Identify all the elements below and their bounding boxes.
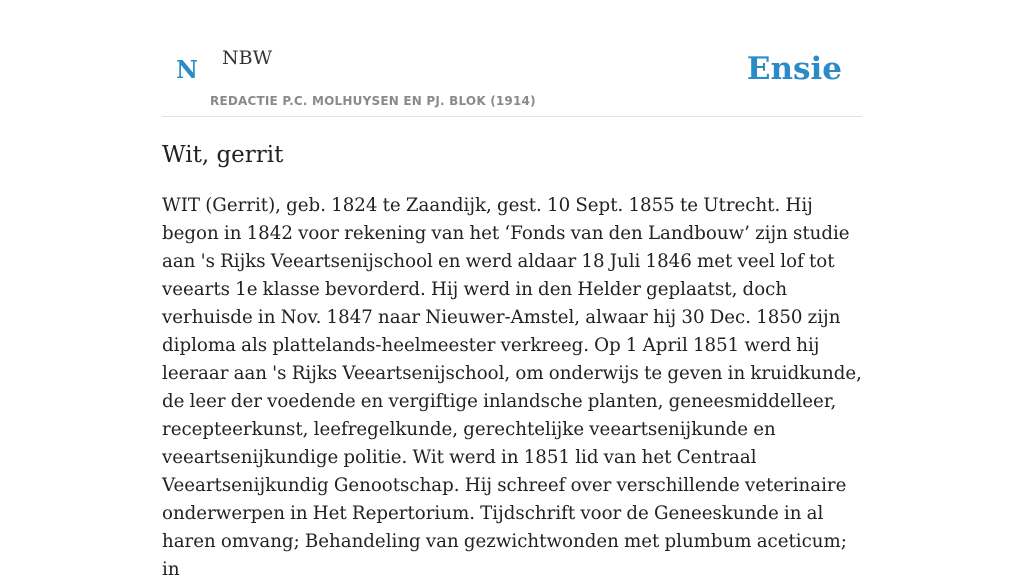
source-logo-icon[interactable]: N	[176, 55, 198, 84]
source-subtitle: REDACTIE P.C. MOLHUYSEN EN PJ. BLOK (1914)	[210, 94, 536, 108]
source-header	[162, 0, 862, 117]
article-title: Wit, gerrit	[162, 142, 284, 168]
article-body: WIT (Gerrit), geb. 1824 te Zaandijk, gest. 10 Sept. 1855 te Utrecht. Hij begon in 1842 voor rekening van het ‘Fonds van den Landbouw’ zijn studie aan 's Rijks Veeartsenijschool en werd aldaar 18 Juli 1846 met veel lof tot veearts 1e klasse bevorderd. Hij werd in den Helder geplaatst, doch verhuisde in Nov. 1847 naar Nieuwer-Amstel, alwaar hij 30 Dec. 1850 zijn diploma als plattelands-heelmeester verkreeg. Op 1 April 1851 werd hij leeraar aan 's Rijks Veeartsenijschool, om onderwijs te geven in kruidkunde, de leer der voedende en vergiftige inlandsche planten, geneesmiddelleer, recepteerkunst, leefregelkunde, gerechtelijke veeartsenijkunde en veeartsenijkundige politie. Wit werd in 1851 lid van het Centraal Veeartsenijkundig Genootschap. Hij schreef over verschillende veterinaire onderwerpen in Het Repertorium. Tijdschrift voor de Geneeskunde in al haren omvang; Behandeling van gezwichtwonden met plumbum aceticum; in	[162, 195, 862, 580]
source-title[interactable]: NBW	[222, 47, 273, 69]
page	[162, 0, 862, 580]
brand-logo[interactable]: Ensie	[746, 51, 842, 87]
